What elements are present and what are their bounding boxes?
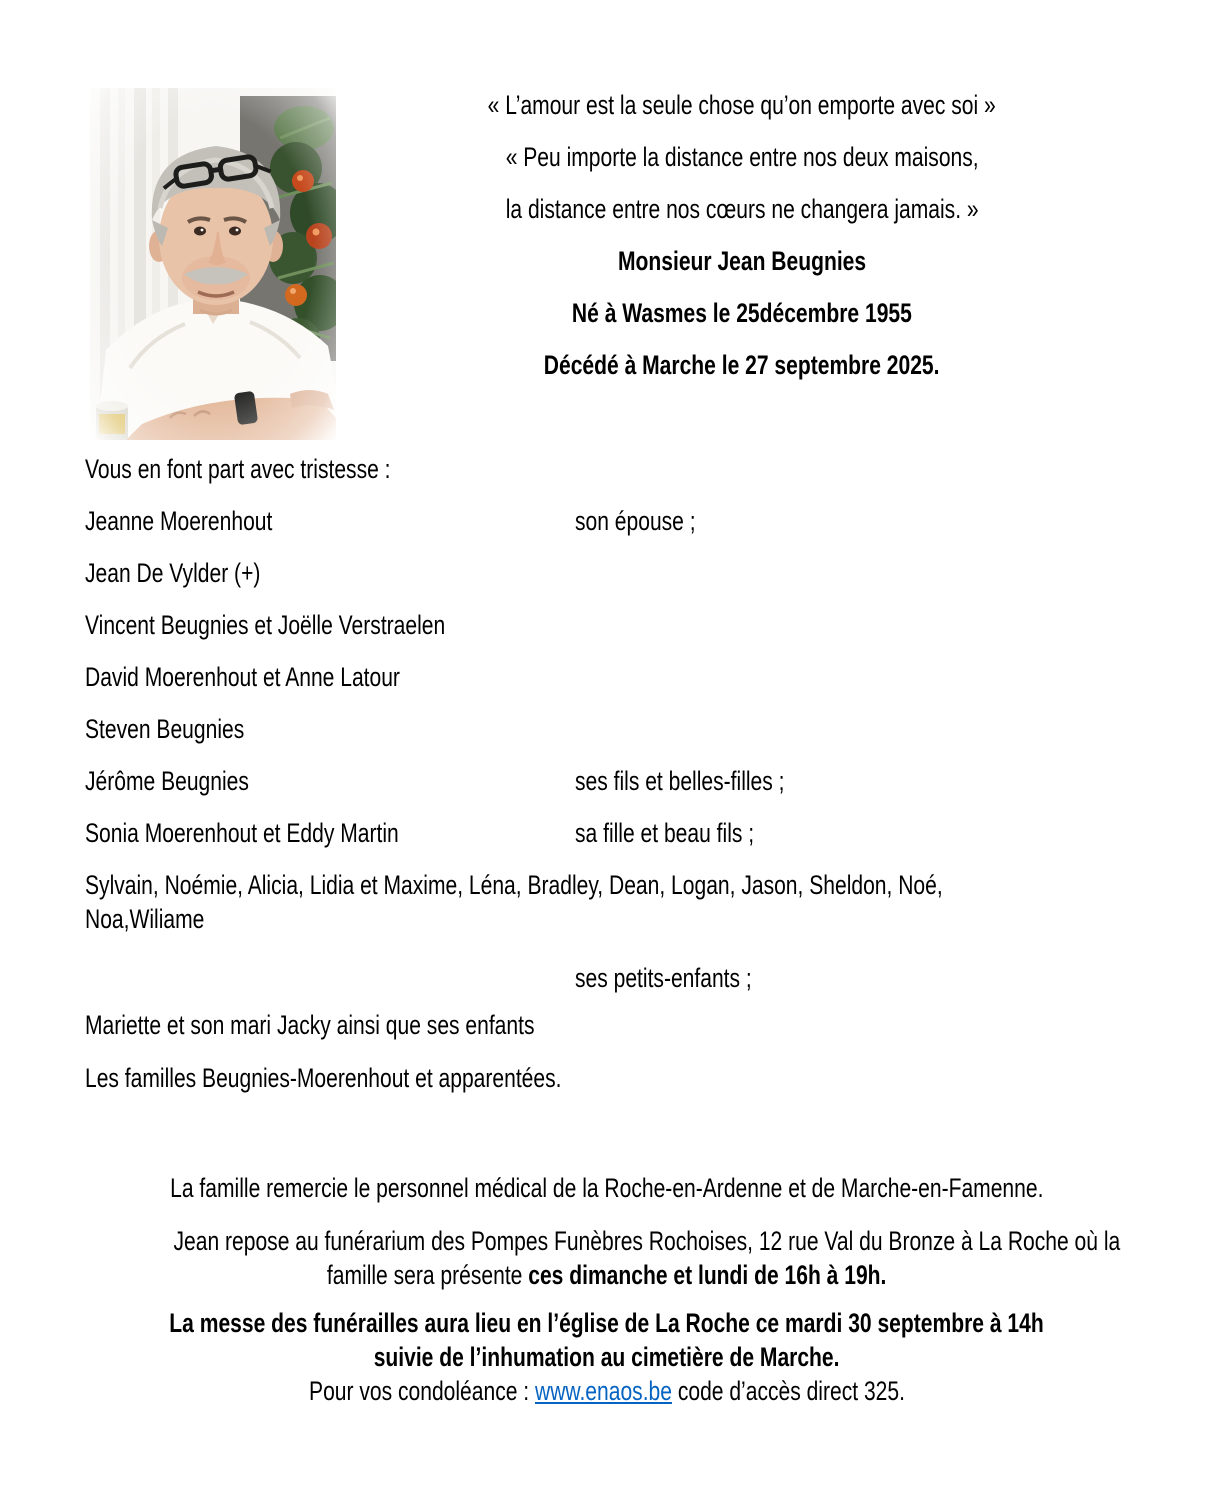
funeral-mass-line-2: suivie de l’inhumation au cimetière de Marche. [374,1342,840,1372]
family-member-name: David Moerenhout et Anne Latour [85,662,400,692]
grandchildren-relation-row [85,961,1174,995]
family-row [85,660,1174,712]
family-row [85,608,1174,660]
family-other-row: Mariette et son mari Jacky ainsi que ses enfants [85,1010,535,1040]
family-row [85,556,1174,608]
family-row [85,504,1174,556]
family-member-name: Jérôme Beugnies [85,766,249,796]
family-other-row: Les familles Beugnies-Moerenhout et apparentées. [85,1063,562,1093]
repose-line-1: Jean repose au funérarium des Pompes Funèbres Rochoises, 12 rue Val du Bronze à La Roche où la [173,1226,1121,1256]
announcement-intro: Vous en font part avec tristesse : [85,454,391,484]
repose-paragraph [40,1224,1174,1292]
family-member-name: Vincent Beugnies et Joëlle Verstraelen [85,610,446,640]
grandchildren-names-line1: Sylvain, Noémie, Alicia, Lidia et Maxime, Léna, Bradley, Dean, Logan, Jason, Sheldon, Noé, [85,870,943,900]
death-line: Décédé à Marche le 27 septembre 2025. [544,350,940,380]
portrait-photo [90,88,336,440]
funeral-paragraph [40,1306,1174,1408]
family-row [85,764,1174,816]
family-member-name: Jeanne Moerenhout [85,506,273,536]
notices-block [40,1171,1174,1408]
family-row [85,816,1174,868]
family-row [85,712,1174,764]
quote-line-1: « L’amour est la seule chose qu’on emporte avec soi » [487,90,997,120]
header-block [345,88,1139,400]
family-relation: son épouse ; [575,506,696,536]
family-relation: ses fils et belles-filles ; [575,766,785,796]
family-member-name: Steven Beugnies [85,714,245,744]
deceased-name: Monsieur Jean Beugnies [617,246,867,276]
portrait-photo-art [90,88,336,440]
funeral-mass-line-1: La messe des funérailles aura lieu en l’église de La Roche ce mardi 30 septembre à 14h [169,1308,1045,1338]
grandchildren-names-line2: Noa,Wiliame [85,904,205,934]
condolence-line: Pour vos condoléance : www.enaos.be code d’accès direct 325. [309,1376,905,1406]
grandchildren-relation: ses petits-enfants ; [575,963,752,993]
family-relation: sa fille et beau fils ; [575,818,755,848]
family-member-name: Jean De Vylder (+) [85,558,261,588]
family-list [85,452,1174,1095]
thanks-line: La famille remercie le personnel médical de la Roche-en-Ardenne et de Marche-en-Famenne. [170,1173,1044,1203]
quote-line-2: « Peu importe la distance entre nos deux maisons, [505,142,979,172]
birth-line: Né à Wasmes le 25décembre 1955 [572,298,912,328]
repose-line-2: famille sera présente ces dimanche et lundi de 16h à 19h. [327,1260,887,1290]
family-member-name: Sonia Moerenhout et Eddy Martin [85,818,399,848]
enaos-link[interactable]: www.enaos.be [534,1376,672,1406]
quote-line-3: la distance entre nos cœurs ne changera jamais. » [505,194,979,224]
